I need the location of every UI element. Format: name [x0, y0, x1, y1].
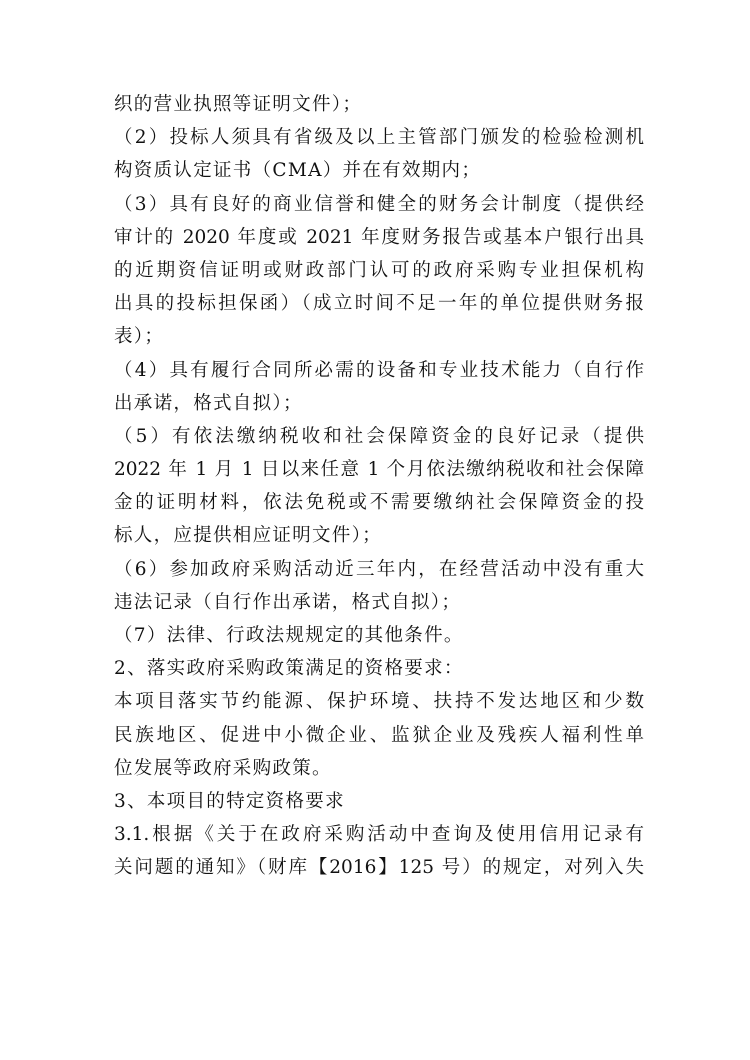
text-line: 出具的投标担保函）（成立时间不足一年的单位提供财务报: [114, 293, 644, 315]
section-heading: 3、本项目的特定资格要求: [114, 790, 345, 812]
text-line: 关问题的通知》（财库【2016】125 号）的规定，对列入失: [114, 857, 644, 879]
text-line: 标人，应提供相应证明文件）；: [114, 525, 382, 547]
text-line: 金的证明材料，依法免税或不需要缴纳社会保障资金的投: [114, 492, 644, 514]
text-line: 位发展等政府采购政策。: [114, 757, 332, 779]
text-line: （7）法律、行政法规规定的其他条件。: [114, 625, 464, 646]
text-line: 审计的 2020 年度或 2021 年度财务报告或基本户银行出具: [114, 226, 644, 248]
section-heading: 2、落实政府采购政策满足的资格要求：: [114, 658, 464, 680]
text-line: 构资质认定证书（CMA）并在有效期内；: [114, 160, 482, 182]
document-body: [114, 88, 644, 885]
text-line: 织的营业执照等证明文件）；: [114, 94, 363, 115]
text-line: 本项目落实节约能源、保护环境、扶持不发达地区和少数: [114, 691, 644, 713]
text-line: 出承诺，格式自拟）；: [114, 392, 303, 414]
text-line: （6）参加政府采购活动近三年内，在经营活动中没有重大: [114, 558, 644, 580]
text-line: （2）投标人须具有省级及以上主管部门颁发的检验检测机: [114, 127, 644, 149]
text-line: 违法记录（自行作出承诺，格式自拟）；: [114, 591, 462, 613]
text-line: 3.1.根据《关于在政府采购活动中查询及使用信用记录有: [114, 824, 644, 846]
text-line: （3）具有良好的商业信誉和健全的财务会计制度（提供经: [114, 193, 644, 215]
text-line: （4）具有履行合同所必需的设备和专业技术能力（自行作: [114, 359, 644, 381]
text-line: （5）有依法缴纳税收和社会保障资金的良好记录（提供: [114, 425, 644, 447]
text-line: 的近期资信证明或财政部门认可的政府采购专业担保机构: [114, 259, 644, 281]
text-line: 表）；: [114, 326, 165, 348]
text-line: 2022 年 1 月 1 日以来任意 1 个月依法缴纳税收和社会保障: [114, 459, 644, 481]
text-line: 民族地区、促进中小微企业、监狱企业及残疾人福利性单: [114, 724, 644, 746]
